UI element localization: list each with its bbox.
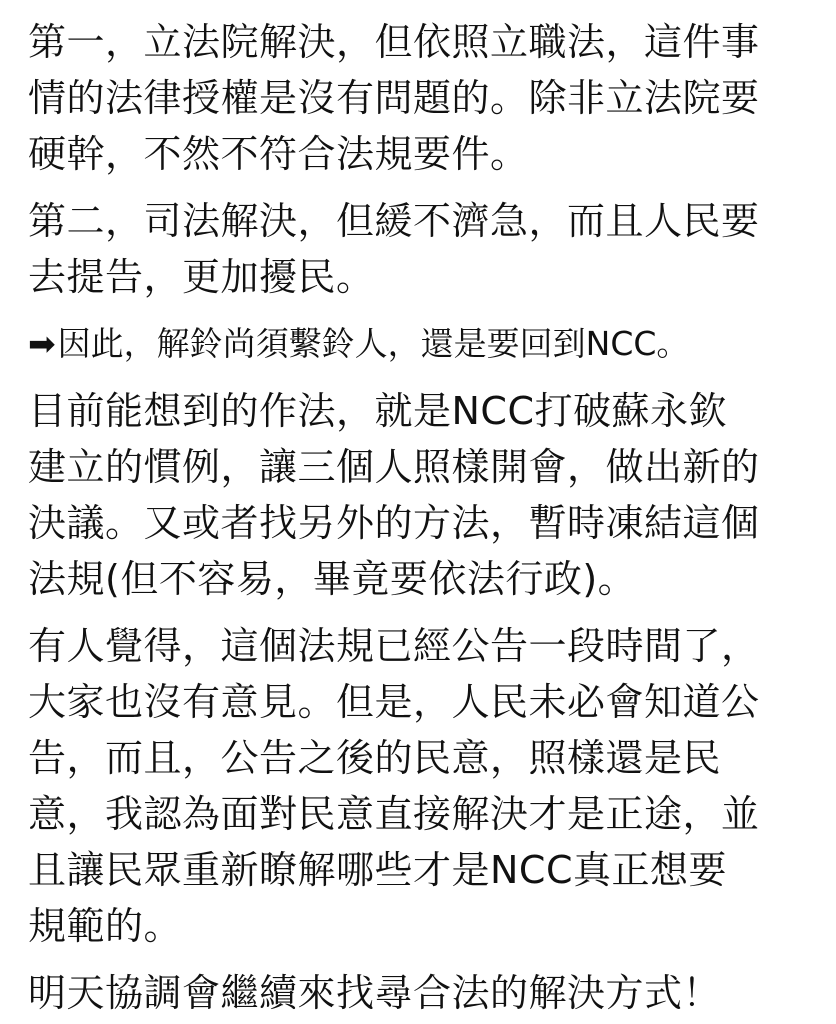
text-line: 情的法律授權是沒有問題的。除非立法院要 <box>28 76 760 120</box>
text-line: 意，我認為面對民意直接解決才是正途，並 <box>28 792 760 836</box>
text-line: 規範的。 <box>28 904 183 948</box>
paragraph-legislature <box>28 14 814 182</box>
text-line: 目前能想到的作法，就是NCC打破蘇永欽 <box>28 389 727 433</box>
paragraph-public-opinion <box>28 618 814 954</box>
text-line: 法規(但不容易，畢竟要依法行政)。 <box>28 557 637 601</box>
text-line: 明天協調會繼續來找尋合法的解決方式！ <box>28 971 722 1015</box>
right-arrow-icon: ➡ <box>28 324 56 363</box>
post-body <box>28 14 814 1021</box>
text-line: 第一，立法院解決，但依照立職法，這件事 <box>28 20 760 64</box>
text-line: 去提告，更加擾民。 <box>28 255 375 299</box>
text-line: 大家也沒有意見。但是，人民未必會知道公 <box>28 680 760 724</box>
text-line: 因此，解鈴尚須繫鈴人，還是要回到NCC。 <box>57 324 690 363</box>
paragraph-approach <box>28 383 814 607</box>
text-line: 硬幹，不然不符合法規要件。 <box>28 132 529 176</box>
text-line: 決議。又或者找另外的方法，暫時凍結這個 <box>28 501 760 545</box>
paragraph-conclusion <box>28 316 814 372</box>
text-line: 建立的慣例，讓三個人照樣開會，做出新的 <box>28 445 760 489</box>
paragraph-tomorrow <box>28 965 814 1021</box>
text-line: 有人覺得，這個法規已經公告一段時間了， <box>28 624 760 668</box>
paragraph-judiciary <box>28 193 814 305</box>
text-line: 且讓民眾重新瞭解哪些才是NCC真正想要 <box>28 848 727 892</box>
text-line: 第二，司法解決，但緩不濟急，而且人民要 <box>28 199 760 243</box>
text-line: 告，而且，公告之後的民意，照樣還是民 <box>28 736 722 780</box>
